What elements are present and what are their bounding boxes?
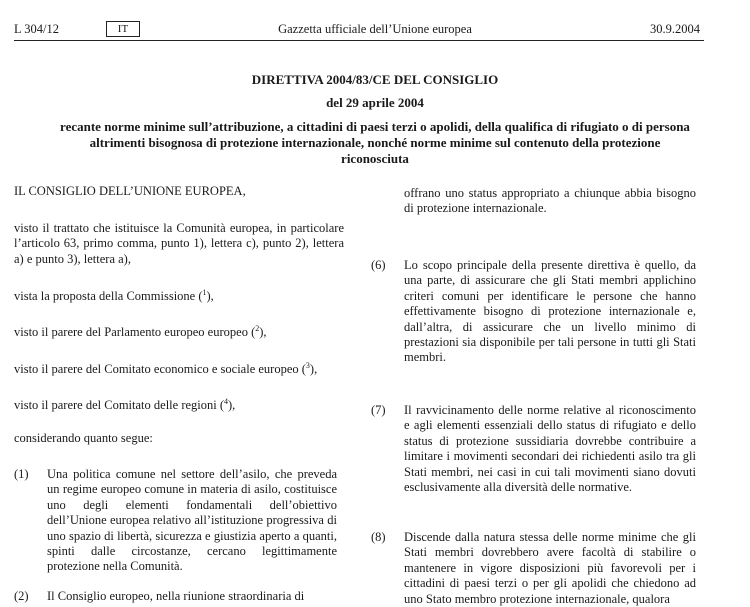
recital-text: Una politica comune nel settore dell’asilo, che preveda un regime europeo comune in materia di asilo, costituisce uno degli elementi fondamentali dell’obiettivo dell’Unione europea relativo all’istituzione progressiva di uno spazio di libertà, sicurezza e giustizia aperto a quanti, spinti dalle circostanze, cercano legittimamente protezione nella Comunità. bbox=[47, 467, 337, 574]
footnote-ref[interactable]: 1 bbox=[202, 288, 207, 297]
visto-commissione: vista la proposta della Commissione ($^1$), bbox=[14, 288, 214, 304]
document-subject: recante norme minime sull’attribuzione, a cittadini di paesi terzi o apolidi, della qualifica di rifugiato o di persona altrimenti bisognosa di protezione internazionale, nonché norme minime sul contenuto della protezione riconosciuta bbox=[60, 119, 690, 166]
document-date: del 29 aprile 2004 bbox=[326, 95, 424, 110]
recital-text: Lo scopo principale della presente direttiva è quello, da una parte, di assicurare che gli Stati membri applichino criteri comuni per identificare le persone che hanno effettivamente bisogno di protezione internazionale e, dall’altra, di assicurare che un livello minimo di prestazioni sia disponibile per tali persone in tutti gli Stati membri. bbox=[404, 258, 696, 365]
document-title: DIRETTIVA 2004/83/CE DEL CONSIGLIO bbox=[251, 72, 499, 87]
continuation-text: offrano uno status appropriato a chiunque abbia bisogno di protezione internazionale. bbox=[404, 186, 696, 216]
recital-text: Il ravvicinamento delle norme relative al riconoscimento e agli elementi essenziali dello status di rifugiato e dello status di protezione sussidiaria dovrebbe contribuire a limitare i movimenti secondari dei richiedenti asilo tra gli Stati membri, nei casi in cui tali movimenti siano dovuti esclusivamente alla diversità delle normative. bbox=[404, 403, 696, 495]
footnote-ref[interactable]: 2 bbox=[255, 324, 260, 333]
recital-text: Discende dalla natura stessa delle norme minime che gli Stati membri dovrebbero avere facoltà di stabilire o mantenere in vigore disposizioni più favorevoli per i cittadini di paesi terzi o per gli apolidi che chiedono ad uno Stato membro protezione internazionale, qualora bbox=[404, 530, 696, 606]
recital-text: Il Consiglio europeo, nella riunione straordinaria di bbox=[47, 589, 305, 603]
visto-trattato: visto il trattato che istituisce la Comunità europea, in particolare l’articolo 63, primo comma, punto 1), lettera c), punto 2), lettera a) e punto 3), lettera a), bbox=[14, 221, 344, 266]
journal-reference: L 304/12 bbox=[14, 22, 60, 36]
recital-number: (2) bbox=[14, 589, 29, 603]
visto-comitato-ec: visto il parere del Comitato economico e sociale europeo ($^3$), bbox=[14, 361, 318, 377]
publication-title: Gazzetta ufficiale dell’Unione europea bbox=[278, 22, 472, 36]
recital-number: (6) bbox=[371, 258, 386, 272]
language-box: IT bbox=[106, 21, 140, 37]
footnote-ref[interactable]: 3 bbox=[305, 361, 310, 370]
header-rule bbox=[14, 40, 704, 41]
footnote-ref[interactable]: 4 bbox=[224, 397, 229, 406]
recital-number: (7) bbox=[371, 403, 386, 417]
considerando: considerando quanto segue: bbox=[14, 431, 153, 445]
visto-regioni: visto il parere del Comitato delle regioni ($^4$), bbox=[14, 397, 236, 413]
recital-number: (1) bbox=[14, 467, 29, 481]
recital-number: (8) bbox=[371, 530, 386, 544]
council-heading: IL CONSIGLIO DELL’UNIONE EUROPEA, bbox=[14, 184, 246, 198]
page-header bbox=[0, 20, 750, 40]
publication-date: 30.9.2004 bbox=[650, 22, 700, 36]
visto-parlamento: visto il parere del Parlamento europeo europeo ($^2$), bbox=[14, 324, 267, 340]
